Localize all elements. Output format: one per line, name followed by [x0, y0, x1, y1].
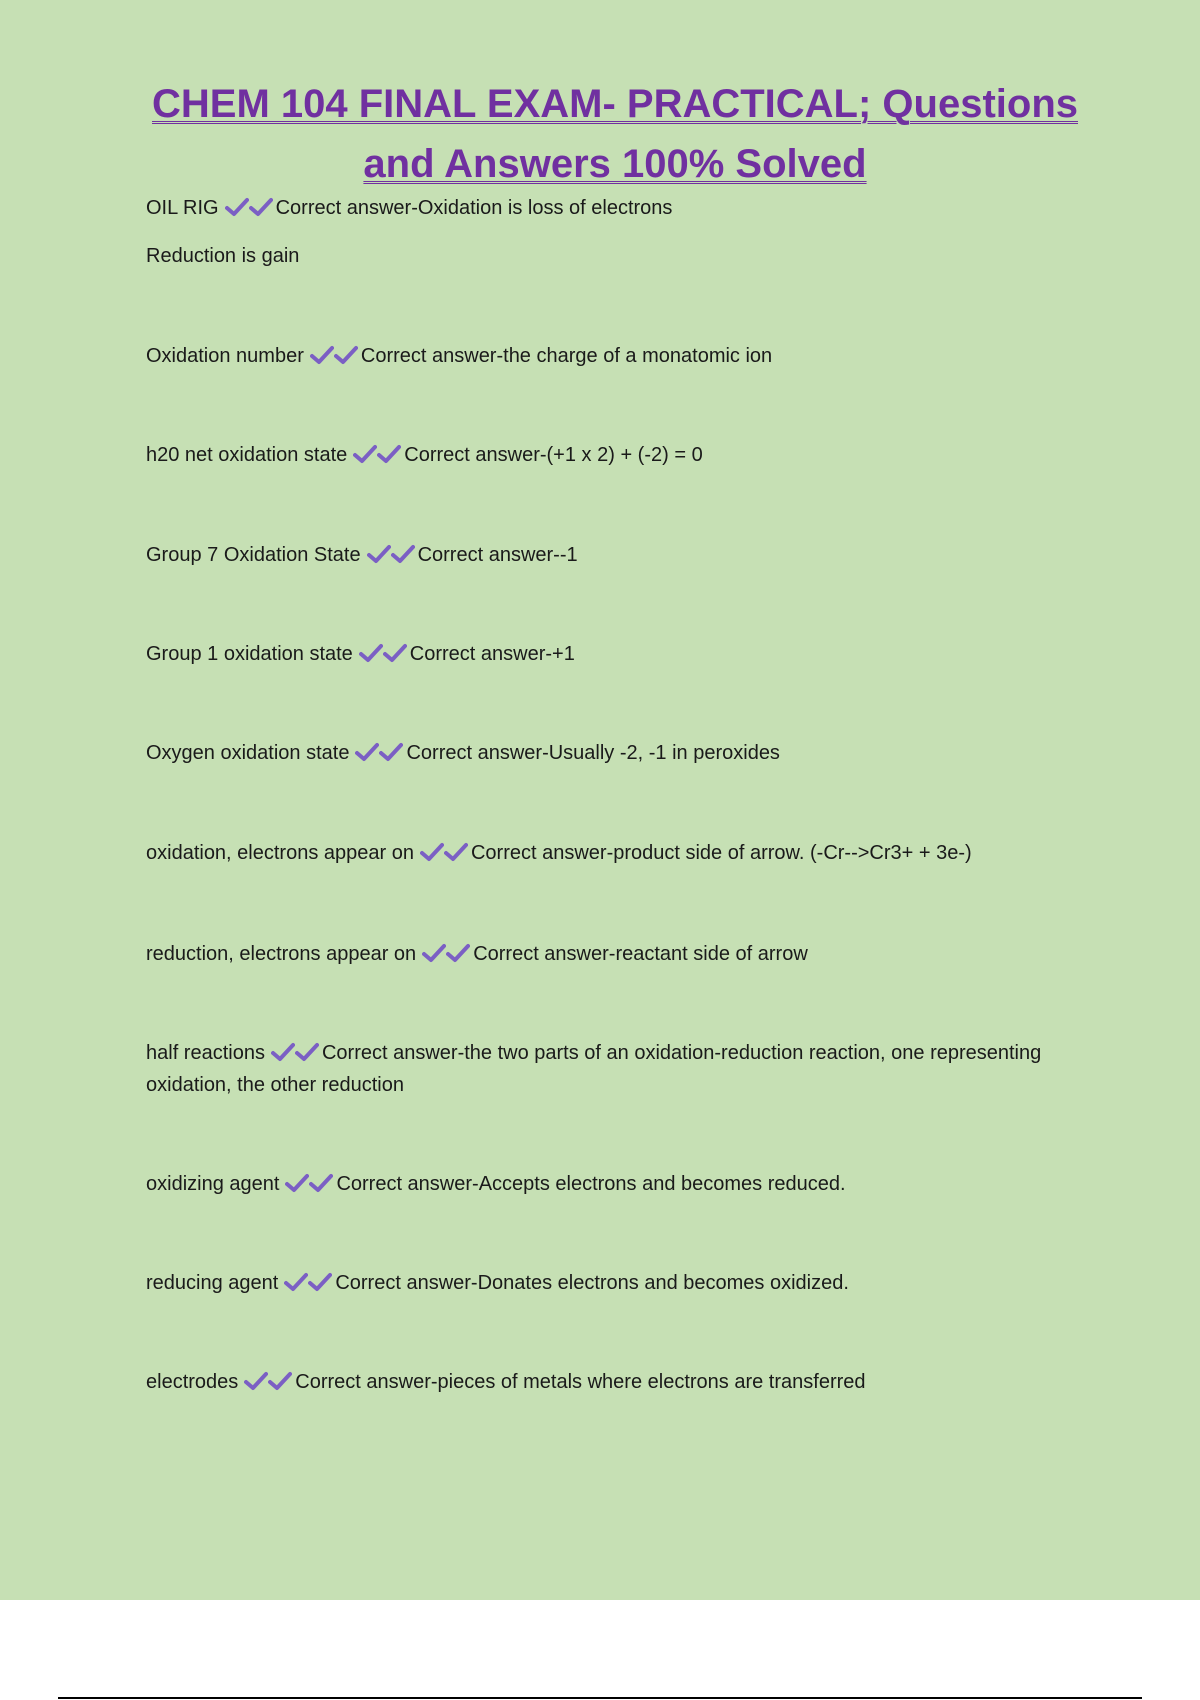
qa-term: h20 net oxidation state	[146, 444, 348, 466]
qa-item	[146, 539, 1106, 571]
qa-answer: Correct answer-product side of arrow. (-Cr-->Cr3+ + 3e-)	[470, 842, 972, 864]
checkmark-icon	[310, 345, 334, 365]
qa-item	[146, 638, 1106, 670]
qa-item	[146, 938, 1106, 970]
qa-term: Group 1 oxidation state	[146, 643, 353, 665]
checkmark-icon	[377, 444, 401, 464]
checkmark-icon	[359, 643, 383, 663]
checkmark-icon	[391, 544, 415, 564]
double-check-icons	[271, 1042, 319, 1064]
qa-term: electrodes	[146, 1371, 239, 1393]
double-check-icons	[355, 742, 403, 764]
qa-answer: Correct answer-the two parts of an oxidation-reduction reaction, one representing oxidation, the other reduction	[146, 1042, 1042, 1096]
double-check-icons	[284, 1272, 332, 1294]
double-check-icons	[225, 197, 273, 219]
qa-answer: Correct answer-Accepts electrons and becomes reduced.	[336, 1173, 846, 1195]
checkmark-icon	[285, 1173, 309, 1193]
qa-answer: Correct answer-Oxidation is loss of electrons	[275, 197, 673, 219]
checkmark-icon	[271, 1042, 295, 1062]
checkmark-icon	[225, 197, 249, 217]
double-check-icons	[367, 544, 415, 566]
checkmark-icon	[308, 1272, 332, 1292]
checkmark-icon	[446, 943, 470, 963]
double-check-icons	[244, 1371, 292, 1393]
checkmark-icon	[309, 1173, 333, 1193]
qa-answer-continuation: Reduction is gain	[146, 245, 300, 267]
qa-item	[146, 1037, 1106, 1101]
qa-item	[146, 737, 1106, 769]
qa-item	[146, 1267, 1106, 1299]
qa-item	[146, 192, 1106, 224]
qa-answer: Correct answer-reactant side of arrow	[473, 943, 808, 965]
qa-answer: Correct answer-(+1 x 2) + (-2) = 0	[404, 444, 703, 466]
checkmark-icon	[444, 842, 468, 862]
qa-term: reduction, electrons appear on	[146, 943, 417, 965]
checkmark-icon	[355, 742, 379, 762]
qa-answer: Correct answer--1	[417, 544, 578, 566]
qa-term: half reactions	[146, 1042, 265, 1064]
double-check-icons	[359, 643, 407, 665]
footer-divider	[58, 1697, 1142, 1699]
qa-item	[146, 837, 1106, 869]
double-check-icons	[422, 943, 470, 965]
double-check-icons	[285, 1173, 333, 1195]
checkmark-icon	[383, 643, 407, 663]
qa-term: reducing agent	[146, 1272, 279, 1294]
document-title	[130, 74, 1100, 194]
checkmark-icon	[268, 1371, 292, 1391]
double-check-icons	[353, 444, 401, 466]
checkmark-icon	[284, 1272, 308, 1292]
qa-item	[146, 1168, 1106, 1200]
qa-term: Oxygen oxidation state	[146, 742, 350, 764]
qa-answer: Correct answer-+1	[409, 643, 575, 665]
qa-answer: Correct answer-pieces of metals where electrons are transferred	[295, 1371, 866, 1393]
checkmark-icon	[420, 842, 444, 862]
qa-term: Group 7 Oxidation State	[146, 544, 361, 566]
checkmark-icon	[422, 943, 446, 963]
qa-term: OIL RIG	[146, 197, 219, 219]
checkmark-icon	[353, 444, 377, 464]
qa-answer: Correct answer-Donates electrons and becomes oxidized.	[335, 1272, 849, 1294]
qa-term: Oxidation number	[146, 345, 304, 367]
qa-term: oxidizing agent	[146, 1173, 280, 1195]
double-check-icons	[310, 345, 358, 367]
qa-answer: Correct answer-Usually -2, -1 in peroxides	[406, 742, 780, 764]
checkmark-icon	[244, 1371, 268, 1391]
qa-term: oxidation, electrons appear on	[146, 842, 414, 864]
checkmark-icon	[249, 197, 273, 217]
checkmark-icon	[367, 544, 391, 564]
title-line-2: and Answers 100% Solved	[363, 142, 867, 186]
checkmark-icon	[334, 345, 358, 365]
qa-item	[146, 439, 1106, 471]
title-line-1: CHEM 104 FINAL EXAM- PRACTICAL; Questions	[152, 82, 1078, 126]
checkmark-icon	[295, 1042, 319, 1062]
double-check-icons	[420, 842, 468, 864]
qa-item	[146, 340, 1106, 372]
qa-item	[146, 1366, 1106, 1398]
qa-answer: Correct answer-the charge of a monatomic ion	[360, 345, 773, 367]
checkmark-icon	[379, 742, 403, 762]
